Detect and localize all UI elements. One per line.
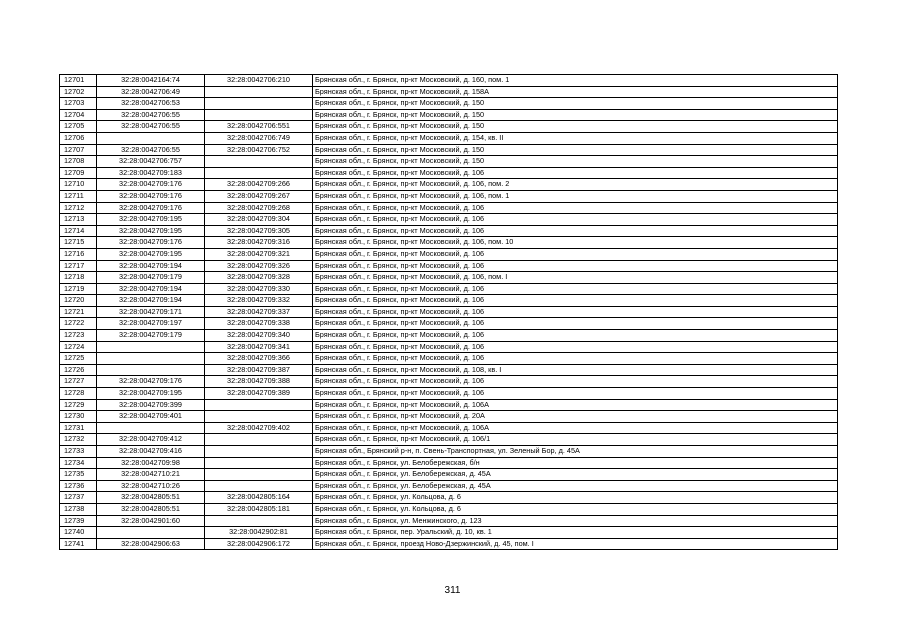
row-number-cell: 12718 [60,272,97,284]
object-cadastral-number-cell: 32:28:0042709:268 [205,202,313,214]
parcel-cadastral-number-cell: 32:28:0042901:60 [97,515,205,527]
object-cadastral-number-cell [205,469,313,481]
parcel-cadastral-number-cell: 32:28:0042709:98 [97,457,205,469]
address-cell: Брянская обл., г. Брянск, пр-кт Московский, д. 106А [313,399,838,411]
object-cadastral-number-cell: 32:28:0042709:332 [205,295,313,307]
address-cell: Брянская обл., г. Брянск, пр-кт Московский, д. 106 [313,295,838,307]
row-number-cell: 12705 [60,121,97,133]
table-row [60,132,838,144]
parcel-cadastral-number-cell: 32:28:0042709:194 [97,260,205,272]
address-cell: Брянская обл., г. Брянск, пр-кт Московский, д. 150 [313,121,838,133]
object-cadastral-number-cell: 32:28:0042805:164 [205,492,313,504]
address-cell: Брянская обл., г. Брянск, пр-кт Московский, д. 158А [313,86,838,98]
object-cadastral-number-cell: 32:28:0042709:328 [205,272,313,284]
table-row [60,538,838,550]
object-cadastral-number-cell [205,167,313,179]
table-row [60,121,838,133]
parcel-cadastral-number-cell: 32:28:0042709:176 [97,202,205,214]
parcel-cadastral-number-cell: 32:28:0042709:401 [97,411,205,423]
parcel-cadastral-number-cell: 32:28:0042706:55 [97,121,205,133]
table-row [60,446,838,458]
row-number-cell: 12735 [60,469,97,481]
table-row [60,422,838,434]
table-row [60,376,838,388]
address-cell: Брянская обл., г. Брянск, пр-кт Московский, д. 106 [313,225,838,237]
table-row [60,399,838,411]
address-cell: Брянская обл., г. Брянск, пр-кт Московский, д. 20А [313,411,838,423]
row-number-cell: 12707 [60,144,97,156]
table-row [60,98,838,110]
address-cell: Брянская обл., г. Брянск, пр-кт Московский, д. 106 [313,388,838,400]
row-number-cell: 12702 [60,86,97,98]
table-row [60,202,838,214]
object-cadastral-number-cell: 32:28:0042902:81 [205,527,313,539]
table-row [60,434,838,446]
table-row [60,260,838,272]
row-number-cell: 12708 [60,156,97,168]
table-row [60,190,838,202]
address-cell: Брянская обл., г. Брянск, пр-кт Московский, д. 106 [313,376,838,388]
row-number-cell: 12741 [60,538,97,550]
parcel-cadastral-number-cell: 32:28:0042709:195 [97,214,205,226]
address-cell: Брянская обл., г. Брянск, пр-кт Московский, д. 106 [313,214,838,226]
table-row [60,364,838,376]
object-cadastral-number-cell: 32:28:0042709:266 [205,179,313,191]
row-number-cell: 12717 [60,260,97,272]
table-row [60,469,838,481]
address-cell: Брянская обл., г. Брянск, пр-кт Московский, д. 106 [313,341,838,353]
parcel-cadastral-number-cell: 32:28:0042709:183 [97,167,205,179]
table-row [60,214,838,226]
row-number-cell: 12706 [60,132,97,144]
parcel-cadastral-number-cell [97,341,205,353]
address-cell: Брянская обл., г. Брянск, пр-кт Московский, д. 106 [313,283,838,295]
parcel-cadastral-number-cell [97,422,205,434]
address-cell: Брянская обл., г. Брянск, пр-кт Московский, д. 106А [313,422,838,434]
object-cadastral-number-cell: 32:28:0042709:341 [205,341,313,353]
parcel-cadastral-number-cell: 32:28:0042709:176 [97,376,205,388]
parcel-cadastral-number-cell: 32:28:0042709:195 [97,388,205,400]
parcel-cadastral-number-cell: 32:28:0042709:412 [97,434,205,446]
parcel-cadastral-number-cell: 32:28:0042706:757 [97,156,205,168]
object-cadastral-number-cell [205,446,313,458]
table-row [60,295,838,307]
table-row [60,411,838,423]
row-number-cell: 12737 [60,492,97,504]
row-number-cell: 12715 [60,237,97,249]
table-row [60,318,838,330]
object-cadastral-number-cell [205,109,313,121]
table-row [60,75,838,87]
parcel-cadastral-number-cell: 32:28:0042709:194 [97,295,205,307]
address-cell: Брянская обл., г. Брянск, пер. Уральский, д. 10, кв. 1 [313,527,838,539]
object-cadastral-number-cell [205,156,313,168]
object-cadastral-number-cell: 32:28:0042709:326 [205,260,313,272]
row-number-cell: 12731 [60,422,97,434]
address-cell: Брянская обл., г. Брянск, ул. Кольцова, д. 6 [313,492,838,504]
row-number-cell: 12726 [60,364,97,376]
parcel-cadastral-number-cell [97,527,205,539]
table-row [60,248,838,260]
address-cell: Брянская обл., г. Брянск, пр-кт Московский, д. 106 [313,318,838,330]
row-number-cell: 12729 [60,399,97,411]
row-number-cell: 12740 [60,527,97,539]
row-number-cell: 12704 [60,109,97,121]
table-row [60,388,838,400]
object-cadastral-number-cell: 32:28:0042709:337 [205,306,313,318]
registry-table [59,74,838,550]
object-cadastral-number-cell: 32:28:0042706:749 [205,132,313,144]
parcel-cadastral-number-cell: 32:28:0042706:55 [97,144,205,156]
parcel-cadastral-number-cell: 32:28:0042706:53 [97,98,205,110]
table-row [60,237,838,249]
table-row [60,167,838,179]
table-row [60,225,838,237]
address-cell: Брянская обл., Брянский р-н, п. Свень-Транспортная, ул. Зеленый Бор, д. 45А [313,446,838,458]
parcel-cadastral-number-cell: 32:28:0042706:49 [97,86,205,98]
parcel-cadastral-number-cell: 32:28:0042906:63 [97,538,205,550]
address-cell: Брянская обл., г. Брянск, пр-кт Московский, д. 106, пом. 1 [313,190,838,202]
table-row [60,527,838,539]
object-cadastral-number-cell: 32:28:0042709:305 [205,225,313,237]
row-number-cell: 12723 [60,330,97,342]
row-number-cell: 12722 [60,318,97,330]
address-cell: Брянская обл., г. Брянск, пр-кт Московский, д. 106, пом. 2 [313,179,838,191]
address-cell: Брянская обл., г. Брянск, ул. Белобережская, д. 45А [313,469,838,481]
table-row [60,86,838,98]
row-number-cell: 12716 [60,248,97,260]
table-row [60,457,838,469]
table-row [60,492,838,504]
object-cadastral-number-cell: 32:28:0042709:366 [205,353,313,365]
row-number-cell: 12703 [60,98,97,110]
registry-table-body [60,75,838,550]
parcel-cadastral-number-cell: 32:28:0042709:399 [97,399,205,411]
parcel-cadastral-number-cell: 32:28:0042805:51 [97,492,205,504]
object-cadastral-number-cell [205,86,313,98]
row-number-cell: 12711 [60,190,97,202]
object-cadastral-number-cell [205,457,313,469]
row-number-cell: 12719 [60,283,97,295]
object-cadastral-number-cell: 32:28:0042706:752 [205,144,313,156]
parcel-cadastral-number-cell: 32:28:0042709:171 [97,306,205,318]
address-cell: Брянская обл., г. Брянск, пр-кт Московский, д. 106 [313,260,838,272]
table-row [60,515,838,527]
address-cell: Брянская обл., г. Брянск, ул. Менжинского, д. 123 [313,515,838,527]
object-cadastral-number-cell: 32:28:0042709:387 [205,364,313,376]
parcel-cadastral-number-cell: 32:28:0042709:195 [97,225,205,237]
parcel-cadastral-number-cell [97,132,205,144]
table-row [60,330,838,342]
table-row [60,503,838,515]
parcel-cadastral-number-cell: 32:28:0042709:195 [97,248,205,260]
row-number-cell: 12701 [60,75,97,87]
object-cadastral-number-cell: 32:28:0042709:316 [205,237,313,249]
object-cadastral-number-cell: 32:28:0042805:181 [205,503,313,515]
row-number-cell: 12739 [60,515,97,527]
row-number-cell: 12728 [60,388,97,400]
object-cadastral-number-cell: 32:28:0042706:210 [205,75,313,87]
address-cell: Брянская обл., г. Брянск, пр-кт Московский, д. 160, пом. 1 [313,75,838,87]
parcel-cadastral-number-cell: 32:28:0042709:197 [97,318,205,330]
row-number-cell: 12727 [60,376,97,388]
address-cell: Брянская обл., г. Брянск, пр-кт Московский, д. 106/1 [313,434,838,446]
parcel-cadastral-number-cell: 32:28:0042710:26 [97,480,205,492]
table-row [60,272,838,284]
address-cell: Брянская обл., г. Брянск, пр-кт Московский, д. 154, кв. II [313,132,838,144]
object-cadastral-number-cell [205,480,313,492]
parcel-cadastral-number-cell: 32:28:0042709:176 [97,179,205,191]
row-number-cell: 12733 [60,446,97,458]
row-number-cell: 12738 [60,503,97,515]
row-number-cell: 12714 [60,225,97,237]
table-row [60,156,838,168]
address-cell: Брянская обл., г. Брянск, ул. Кольцова, д. 6 [313,503,838,515]
address-cell: Брянская обл., г. Брянск, пр-кт Московский, д. 106 [313,306,838,318]
address-cell: Брянская обл., г. Брянск, пр-кт Московский, д. 150 [313,144,838,156]
parcel-cadastral-number-cell: 32:28:0042706:55 [97,109,205,121]
table-row [60,480,838,492]
parcel-cadastral-number-cell: 32:28:0042709:179 [97,272,205,284]
table-row [60,306,838,318]
parcel-cadastral-number-cell: 32:28:0042709:194 [97,283,205,295]
table-row [60,144,838,156]
address-cell: Брянская обл., г. Брянск, пр-кт Московский, д. 150 [313,156,838,168]
object-cadastral-number-cell: 32:28:0042709:402 [205,422,313,434]
object-cadastral-number-cell: 32:28:0042709:330 [205,283,313,295]
object-cadastral-number-cell: 32:28:0042709:304 [205,214,313,226]
address-cell: Брянская обл., г. Брянск, пр-кт Московский, д. 106 [313,202,838,214]
object-cadastral-number-cell: 32:28:0042709:338 [205,318,313,330]
address-cell: Брянская обл., г. Брянск, пр-кт Московский, д. 108, кв. I [313,364,838,376]
object-cadastral-number-cell [205,399,313,411]
parcel-cadastral-number-cell: 32:28:0042709:176 [97,190,205,202]
row-number-cell: 12730 [60,411,97,423]
address-cell: Брянская обл., г. Брянск, пр-кт Московский, д. 150 [313,98,838,110]
address-cell: Брянская обл., г. Брянск, пр-кт Московский, д. 106, пом. I [313,272,838,284]
object-cadastral-number-cell: 32:28:0042709:389 [205,388,313,400]
row-number-cell: 12736 [60,480,97,492]
table-row [60,341,838,353]
object-cadastral-number-cell: 32:28:0042709:267 [205,190,313,202]
address-cell: Брянская обл., г. Брянск, пр-кт Московский, д. 106 [313,167,838,179]
parcel-cadastral-number-cell [97,353,205,365]
row-number-cell: 12732 [60,434,97,446]
table-row [60,179,838,191]
parcel-cadastral-number-cell: 32:28:0042164:74 [97,75,205,87]
address-cell: Брянская обл., г. Брянск, пр-кт Московский, д. 106, пом. 10 [313,237,838,249]
object-cadastral-number-cell: 32:28:0042709:340 [205,330,313,342]
row-number-cell: 12712 [60,202,97,214]
parcel-cadastral-number-cell: 32:28:0042709:416 [97,446,205,458]
row-number-cell: 12724 [60,341,97,353]
object-cadastral-number-cell [205,515,313,527]
row-number-cell: 12710 [60,179,97,191]
address-cell: Брянская обл., г. Брянск, пр-кт Московский, д. 106 [313,353,838,365]
object-cadastral-number-cell: 32:28:0042706:551 [205,121,313,133]
row-number-cell: 12720 [60,295,97,307]
address-cell: Брянская обл., г. Брянск, ул. Белобережская, д. 45А [313,480,838,492]
address-cell: Брянская обл., г. Брянск, пр-кт Московский, д. 106 [313,330,838,342]
address-cell: Брянская обл., г. Брянск, пр-кт Московский, д. 106 [313,248,838,260]
row-number-cell: 12709 [60,167,97,179]
parcel-cadastral-number-cell: 32:28:0042709:176 [97,237,205,249]
row-number-cell: 12721 [60,306,97,318]
object-cadastral-number-cell [205,411,313,423]
page-number: 311 [444,585,461,596]
address-cell: Брянская обл., г. Брянск, ул. Белобережская, б/н [313,457,838,469]
object-cadastral-number-cell: 32:28:0042709:321 [205,248,313,260]
parcel-cadastral-number-cell: 32:28:0042805:51 [97,503,205,515]
object-cadastral-number-cell: 32:28:0042906:172 [205,538,313,550]
row-number-cell: 12725 [60,353,97,365]
address-cell: Брянская обл., г. Брянск, пр-кт Московский, д. 150 [313,109,838,121]
parcel-cadastral-number-cell: 32:28:0042710:21 [97,469,205,481]
table-row [60,353,838,365]
parcel-cadastral-number-cell: 32:28:0042709:179 [97,330,205,342]
row-number-cell: 12713 [60,214,97,226]
table-row [60,283,838,295]
table-row [60,109,838,121]
parcel-cadastral-number-cell [97,364,205,376]
object-cadastral-number-cell [205,98,313,110]
object-cadastral-number-cell [205,434,313,446]
address-cell: Брянская обл., г. Брянск, проезд Ново-Дзержинский, д. 45, пом. I [313,538,838,550]
object-cadastral-number-cell: 32:28:0042709:388 [205,376,313,388]
row-number-cell: 12734 [60,457,97,469]
